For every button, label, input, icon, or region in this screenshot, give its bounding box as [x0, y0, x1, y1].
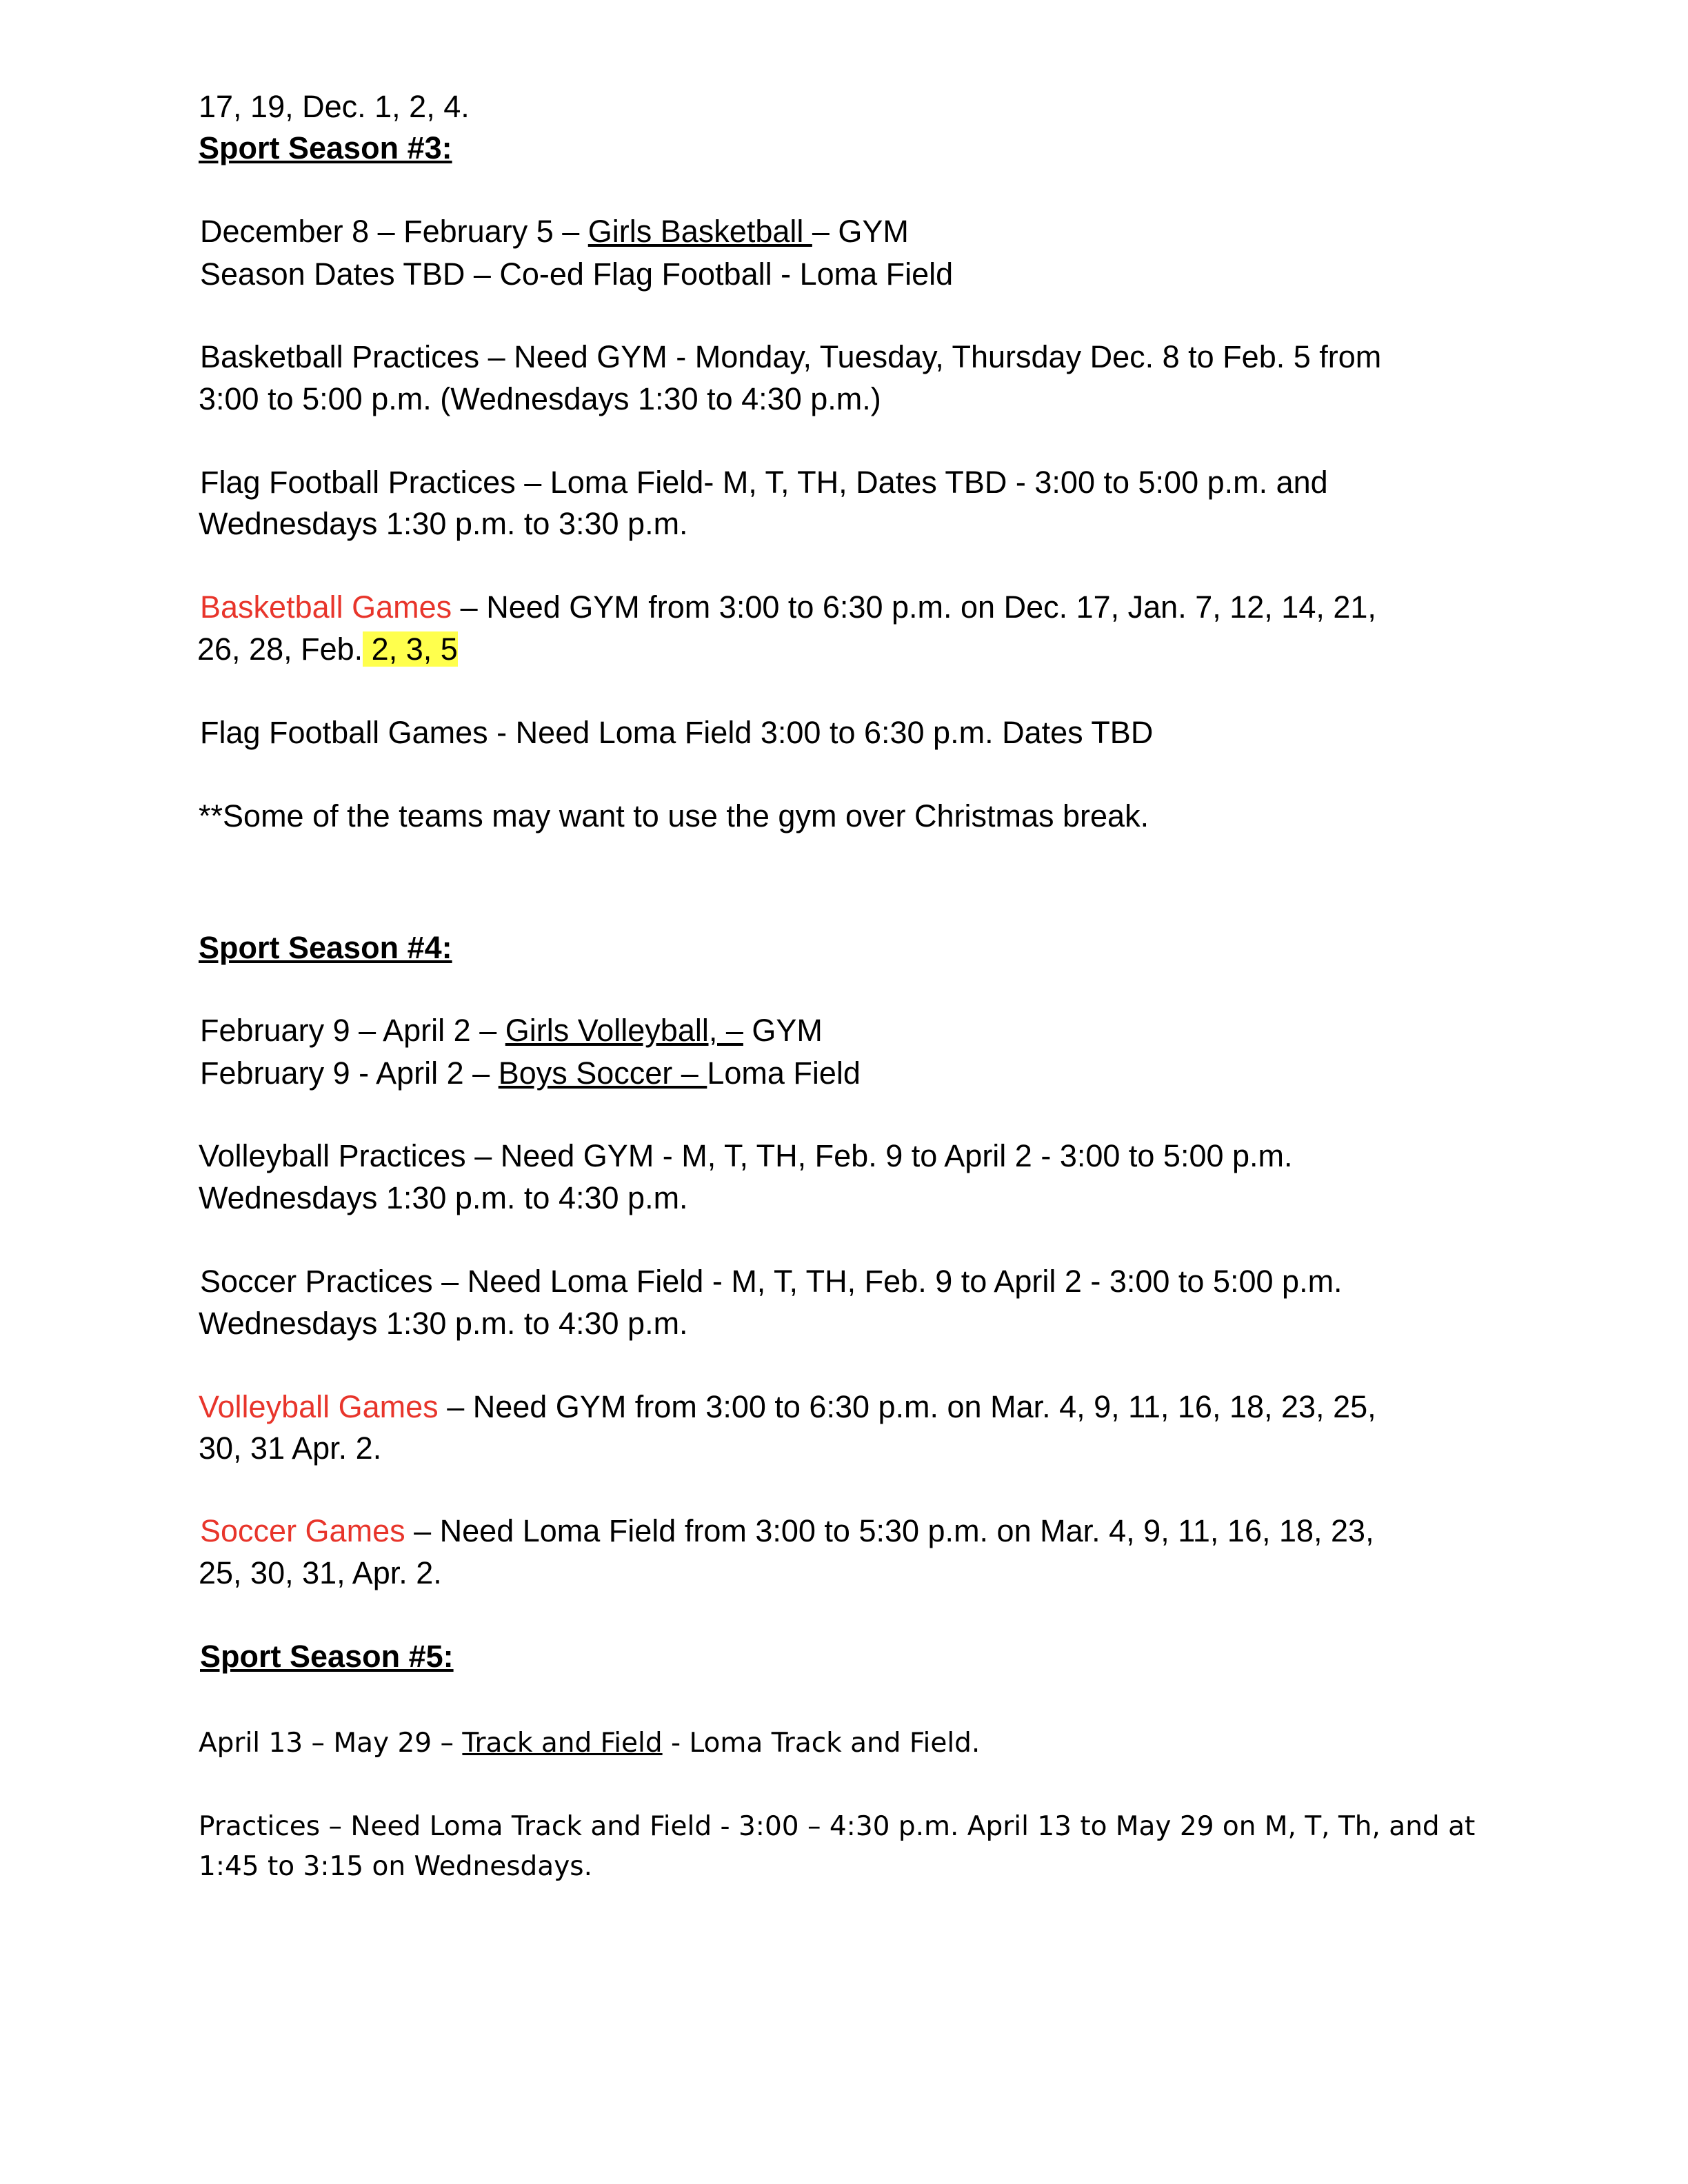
- flag-football-practices-line-2: Wednesdays 1:30 p.m. to 3:30 p.m.: [199, 506, 688, 541]
- highlighted-dates: 2, 3, 5: [363, 631, 458, 667]
- venue-text: GYM: [743, 1013, 823, 1048]
- dates-text: February 9 - April 2 –: [200, 1055, 499, 1091]
- track-practices-line-2: 1:45 to 3:15 on Wednesdays.: [199, 1851, 592, 1882]
- season-4-soccer-dates: [200, 1053, 861, 1094]
- sport-name: Boys Soccer –: [498, 1055, 707, 1091]
- season-3-heading: Sport Season #3:: [199, 130, 452, 165]
- volleyball-games-label: Volleyball Games: [199, 1389, 439, 1424]
- soccer-games-label: Soccer Games: [200, 1513, 405, 1548]
- track-practices-line-1: Practices – Need Loma Track and Field - 3:00 – 4:30 p.m. April 13 to May 29 on M, T, Th, and at: [199, 1811, 1476, 1842]
- christmas-break-note: **Some of the teams may want to use the gym over Christmas break.: [199, 798, 1149, 833]
- season-5-track-dates: [199, 1723, 980, 1764]
- season-4-heading: Sport Season #4:: [199, 930, 452, 965]
- continuation-line: 17, 19, Dec. 1, 2, 4.: [199, 89, 470, 124]
- season-5-heading: Sport Season #5:: [200, 1639, 454, 1674]
- soccer-games-text: – Need Loma Field from 3:00 to 5:30 p.m. on Mar. 4, 9, 11, 16, 18, 23,: [405, 1513, 1374, 1548]
- basketball-practices-line-2: 3:00 to 5:00 p.m. (Wednesdays 1:30 to 4:30 p.m.): [199, 381, 881, 416]
- basketball-games-dates: 26, 28, Feb.: [197, 631, 363, 667]
- venue-text: – GYM: [812, 214, 909, 249]
- basketball-games-text: – Need GYM from 3:00 to 6:30 p.m. on Dec. 17, Jan. 7, 12, 14, 21,: [452, 589, 1376, 625]
- dates-text: April 13 – May 29 –: [199, 1728, 463, 1759]
- basketball-games-line-2: [197, 629, 458, 670]
- soccer-practices-line-2: Wednesdays 1:30 p.m. to 4:30 p.m.: [199, 1306, 688, 1341]
- volleyball-practices-line-2: Wednesdays 1:30 p.m. to 4:30 p.m.: [199, 1180, 688, 1215]
- basketball-games-label: Basketball Games: [200, 589, 452, 625]
- basketball-games-line-1: [200, 587, 1376, 628]
- season-3-flag-football-dates: Season Dates TBD – Co-ed Flag Football - Loma Field: [200, 256, 954, 292]
- flag-football-practices-line-1: Flag Football Practices – Loma Field- M, T, TH, Dates TBD - 3:00 to 5:00 p.m. and: [200, 465, 1328, 500]
- dates-text: December 8 – February 5 –: [200, 214, 588, 249]
- volleyball-games-line-2: 30, 31 Apr. 2.: [199, 1430, 382, 1466]
- season-3-basketball-dates: [200, 211, 909, 252]
- soccer-games-line-1: [200, 1510, 1374, 1552]
- sport-name: Girls Volleyball, –: [505, 1013, 743, 1048]
- sport-name: Girls Basketball: [587, 214, 812, 249]
- venue-text: - Loma Track and Field.: [662, 1728, 981, 1759]
- venue-text: Loma Field: [707, 1055, 861, 1091]
- basketball-practices-line-1: Basketball Practices – Need GYM - Monday, Tuesday, Thursday Dec. 8 to Feb. 5 from: [200, 339, 1382, 374]
- soccer-games-line-2: 25, 30, 31, Apr. 2.: [199, 1555, 442, 1590]
- volleyball-games-line-1: [199, 1386, 1376, 1428]
- season-4-volleyball-dates: [200, 1010, 823, 1051]
- volleyball-games-text: – Need GYM from 3:00 to 6:30 p.m. on Mar. 4, 9, 11, 16, 18, 23, 25,: [438, 1389, 1376, 1424]
- dates-text: February 9 – April 2 –: [200, 1013, 505, 1048]
- soccer-practices-line-1: Soccer Practices – Need Loma Field - M, T, TH, Feb. 9 to April 2 - 3:00 to 5:00 p.m.: [200, 1264, 1343, 1299]
- volleyball-practices-line-1: Volleyball Practices – Need GYM - M, T, TH, Feb. 9 to April 2 - 3:00 to 5:00 p.m.: [199, 1138, 1293, 1173]
- sport-name: Track and Field: [462, 1728, 663, 1759]
- flag-football-games-line: Flag Football Games - Need Loma Field 3:00 to 6:30 p.m. Dates TBD: [200, 715, 1154, 750]
